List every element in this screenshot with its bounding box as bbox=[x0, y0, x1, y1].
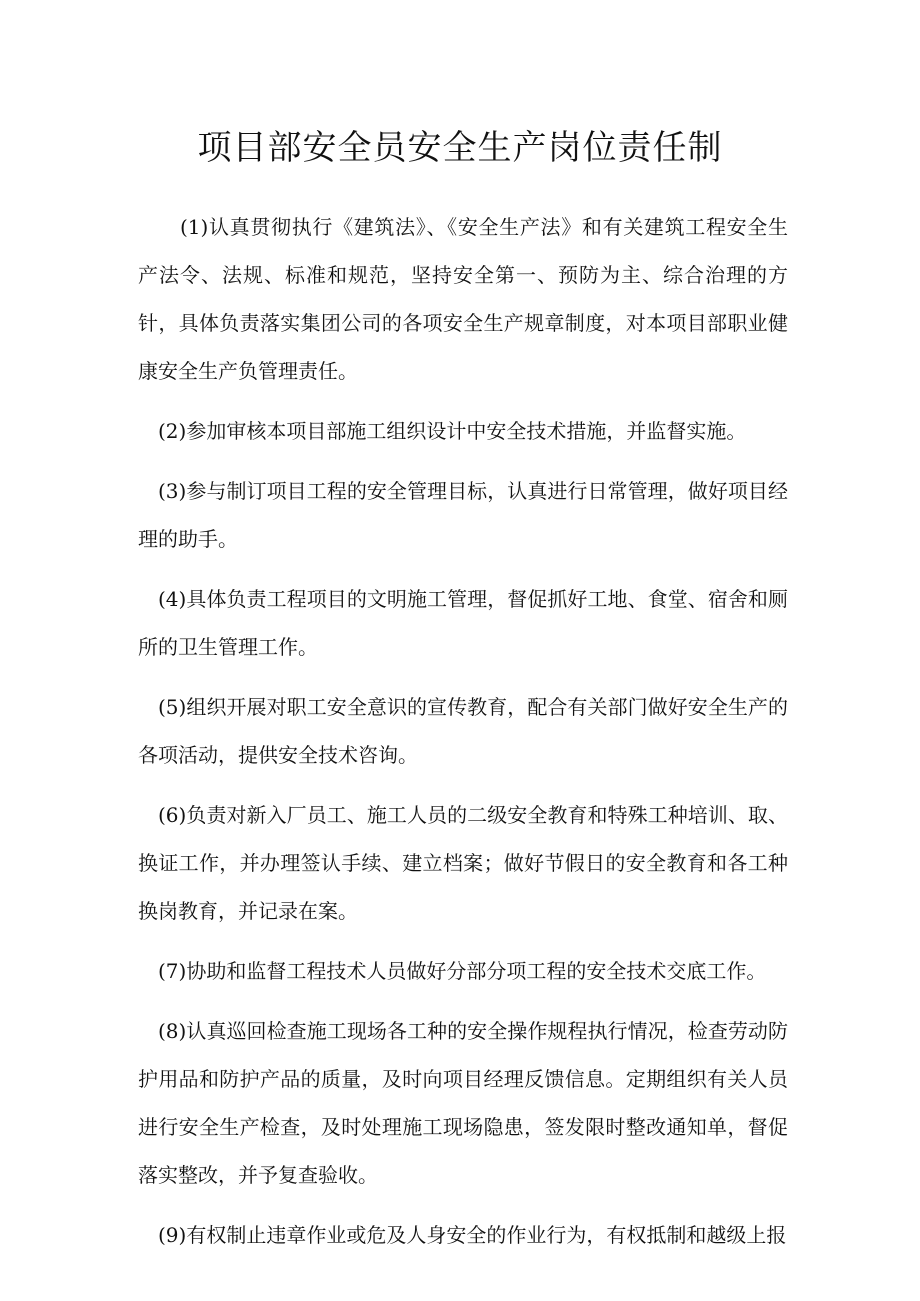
paragraph-5: (5)组织开展对职工安全意识的宣传教育，配合有关部门做好安全生产的各项活动，提供安全技术咨询。 bbox=[138, 695, 788, 767]
document-title: 项目部安全员安全生产岗位责任制 bbox=[197, 128, 723, 168]
paragraph-3: (3)参与制订项目工程的安全管理目标，认真进行日常管理，做好项目经理的助手。 bbox=[138, 479, 788, 551]
paragraph-4: (4)具体负责工程项目的文明施工管理，督促抓好工地、食堂、宿舍和厕所的卫生管理工作。 bbox=[138, 587, 788, 659]
paragraph-9: (9)有权制止违章作业或危及人身安全的作业行为，有权抵制和越级上报 bbox=[158, 1223, 787, 1247]
paragraph-7: (7)协助和监督工程技术人员做好分部分项工程的安全技术交底工作。 bbox=[158, 959, 767, 983]
paragraph-8: (8)认真巡回检查施工现场各工种的安全操作规程执行情况，检查劳动防护用品和防护产品的质量，及时向项目经理反馈信息。定期组织有关人员进行安全生产检查，及时处理施工现场隐患，签发限时整改通知单，督促落实整改，并予复查验收。 bbox=[138, 1019, 788, 1187]
paragraph-6: (6)负责对新入厂员工、施工人员的二级安全教育和特殊工种培训、取、换证工作，并办理签认手续、建立档案；做好节假日的安全教育和各工种换岗教育，并记录在案。 bbox=[138, 803, 788, 923]
paragraph-1: (1)认真贯彻执行《建筑法》、《安全生产法》和有关建筑工程安全生产法令、法规、标准和规范，坚持安全第一、预防为主、综合治理的方针，具体负责落实集团公司的各项安全生产规章制度，对本项目部职业健康安全生产负管理责任。 bbox=[138, 215, 788, 383]
document-body bbox=[138, 203, 788, 1271]
paragraph-2: (2)参加审核本项目部施工组织设计中安全技术措施，并监督实施。 bbox=[158, 419, 747, 443]
